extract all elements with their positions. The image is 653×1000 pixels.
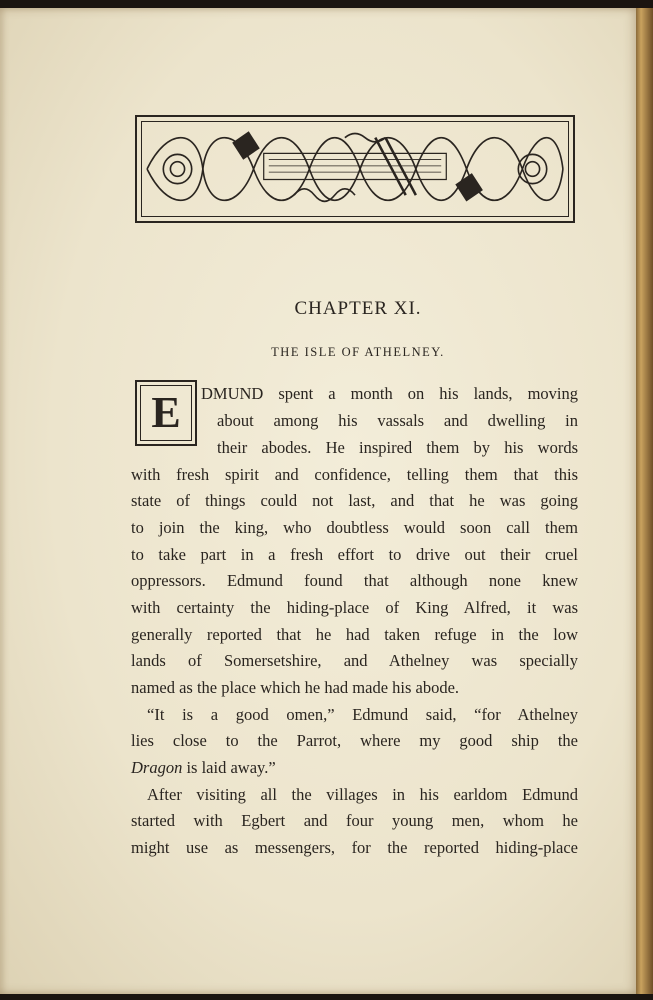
drop-cap [135, 380, 197, 446]
text-line: generally reported that he had taken refuge in the low [131, 625, 578, 644]
text-line: lands of Somersetshire, and Athelney was specially [131, 651, 578, 670]
chapter-subtitle: THE ISLE OF ATHELNEY. [271, 345, 445, 359]
text-line: named as the place which he had made his abode. [131, 678, 460, 697]
text-line: to join the king, who doubtless would soon call them [131, 518, 578, 537]
text-line: lies close to the Parrot, where my good ship the [131, 731, 578, 750]
page-edge [636, 8, 653, 994]
text-line: about among his vassals and dwelling in [217, 411, 578, 430]
text-line: started with Egbert and four young men, whom he [131, 811, 578, 830]
chapter-title: CHAPTER XI. [294, 298, 422, 319]
text-line [131, 758, 578, 778]
ornament-icon [142, 122, 568, 216]
text-line: their abodes. He inspired them by his words [217, 438, 578, 457]
text-fragment: is laid away.” [186, 758, 276, 777]
drop-cap-letter: E [151, 388, 181, 437]
text-line: oppressors. Edmund found that although none knew [131, 571, 578, 590]
text-line: to take part in a fresh effort to drive out their cruel [131, 545, 578, 564]
text-line: with fresh spirit and confidence, telling them that this [131, 465, 578, 484]
text-line: state of things could not last, and that he was going [131, 491, 578, 510]
text-line: “It is a good omen,” Edmund said, “for Athelney [147, 705, 578, 724]
text-line: After visiting all the villages in his earldom Edmund [147, 785, 578, 804]
text-line: DMUND spent a month on his lands, moving [201, 384, 578, 403]
ornamental-headpiece [135, 115, 575, 223]
text-line: might use as messengers, for the reported hiding-place [131, 838, 578, 857]
ship-name: Dragon [131, 758, 183, 777]
text-line: with certainty the hiding-place of King Alfred, it was [131, 598, 578, 617]
